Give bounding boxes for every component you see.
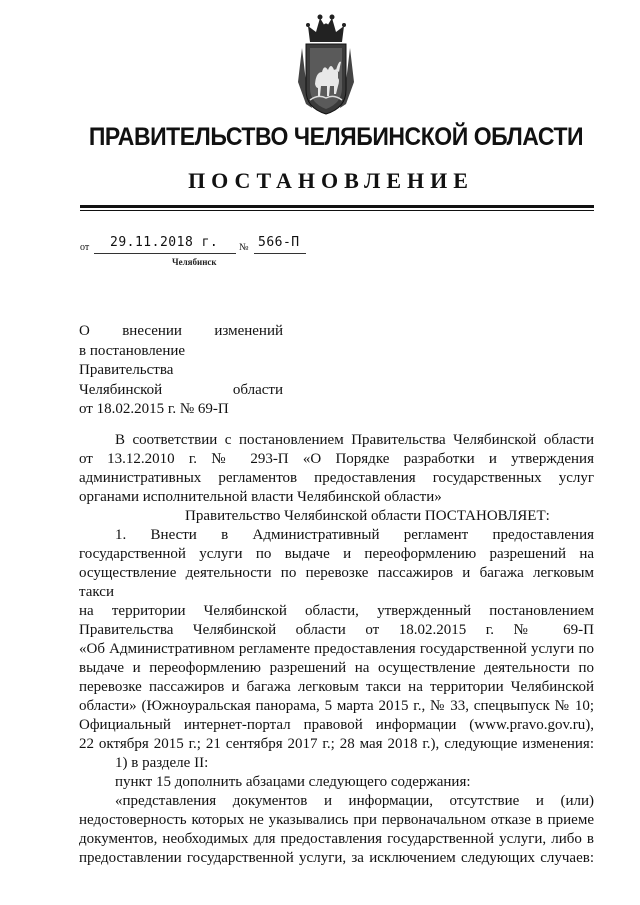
body-line: недостоверность которых не указывались при первоначальном отказе в приеме <box>79 812 594 828</box>
document-body <box>79 431 594 868</box>
document-date: 29.11.2018 г. <box>110 235 219 250</box>
subject-line: Челябинской области <box>79 381 283 398</box>
document-type: ПОСТАНОВЛЕНИЕ <box>188 168 474 193</box>
body-line: 1. Внести в Административный регламент предоставления <box>115 527 594 543</box>
body-line: Правительства Челябинской области от 18.02.2015 г. № 69-П <box>79 622 594 638</box>
body-line: пункт 15 дополнить абзацами следующего содержания: <box>115 774 471 790</box>
body-line: Правительство Челябинской области ПОСТАНОВЛЯЕТ: <box>185 508 550 524</box>
body-line: Официальный интернет-портал правовой информации (www.pravo.gov.ru), <box>79 717 594 733</box>
body-line: 1) в разделе II: <box>115 755 209 771</box>
date-number-line <box>80 235 380 257</box>
body-line: 22 октября 2015 г.; 21 сентября 2017 г.; 28 мая 2018 г.), следующие изменения: <box>79 736 594 752</box>
government-title: ПРАВИТЕЛЬСТВО ЧЕЛЯБИНСКОЙ ОБЛАСТИ <box>88 123 584 151</box>
body-line: от 13.12.2010 г. № 293-П «О Порядке разработки и утверждения <box>79 451 594 467</box>
subject-line: О внесении изменений <box>79 323 283 339</box>
body-line: «представления документов и информации, отсутствие и (или) <box>115 793 594 809</box>
number-prefix: № <box>239 242 249 253</box>
body-line: органами исполнительной власти Челябинской области» <box>79 489 442 505</box>
body-line: перевозке пассажиров и багажа легковым такси на территории Челябинской <box>79 679 594 695</box>
body-line: предоставлении государственной услуги, за исключением следующих случаев: <box>79 850 594 866</box>
document-number: 566-П <box>258 235 300 250</box>
body-line: административных регламентов предоставления государственных услуг <box>79 470 594 486</box>
body-line: В соответствии с постановлением Правительства Челябинской области <box>115 432 594 448</box>
subject-line: от 18.02.2015 г. № 69-П <box>79 401 229 417</box>
date-prefix: от <box>80 242 90 253</box>
body-line: выдаче и переоформлению разрешений на осуществление деятельности по <box>79 660 594 676</box>
body-line: на территории Челябинской области, утвержденный постановлением <box>79 603 594 619</box>
body-line: документов, необходимых для предоставления государственной услуги, либо в <box>79 831 594 847</box>
city-label: Челябинск <box>172 257 217 267</box>
subject-line: в постановление Правительства <box>79 342 186 378</box>
header-divider-thin <box>80 210 594 211</box>
body-line: государственной услуги по выдаче и переоформлению разрешений на <box>79 546 594 562</box>
number-underline <box>254 253 306 254</box>
date-underline <box>94 253 236 254</box>
body-line: осуществление деятельности по перевозке пассажиров и багажа легковым такси <box>79 565 594 600</box>
body-line: «Об Административном регламенте предоставления государственной услуги по <box>79 641 594 657</box>
body-line: области» (Южноуральская панорама, 5 марта 2015 г., № 33, спецвыпуск № 10; <box>79 698 594 714</box>
coat-of-arms-icon <box>296 12 356 118</box>
header-divider-thick <box>80 205 594 208</box>
subject-block <box>79 322 283 420</box>
